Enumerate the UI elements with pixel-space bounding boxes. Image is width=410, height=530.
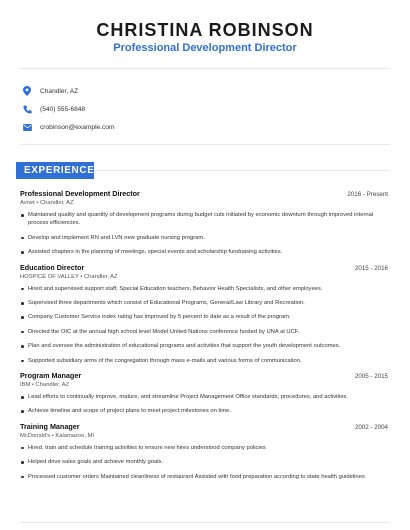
job-title: Education Director (20, 262, 85, 272)
contact-location (22, 82, 78, 100)
job-company: Avnet • Chandler, AZ (20, 200, 74, 206)
job-bullet: Maintained quality and quantity of development programs during budget cuts initiated by economic downturn through improved internal process efficiencies. (20, 211, 388, 228)
experience-list (20, 189, 388, 487)
job-company: IBM • Chandler, AZ (20, 382, 70, 389)
job-bullet: Lead efforts to continually improve, mature, and streamline Project Management Office standards, procedures, and activities. (20, 393, 388, 401)
experience-heading-line (94, 170, 390, 171)
email-text: crobinson@example.com (40, 123, 115, 131)
job-company: McDonald's • Kalamazoo, MI (20, 432, 95, 439)
job-entry (20, 263, 388, 365)
job-entry (20, 422, 388, 481)
job-bullet: Supervised three departments which consist of Educational Programs, General/Law Library and Recreation. (20, 299, 388, 307)
job-bullets (20, 444, 388, 481)
job-bullet: Plan and oversee the administration of educational programs and activities that support the youth development outcomes. (20, 342, 388, 350)
candidate-name: CHRISTINA ROBINSON (96, 20, 314, 40)
job-dates: 2002 - 2004 (354, 423, 388, 431)
mail-icon (22, 122, 32, 132)
contacts-divider (20, 144, 390, 145)
job-bullet: Processed customer orders Maintained cleanliness of restaurant Assisted with food preparation according to state health guidelines (20, 473, 388, 481)
header-divider (20, 68, 390, 69)
job-bullet: Hired, train and schedule training activities to ensure new hires understood company policies (20, 444, 388, 452)
job-bullet: Hired and supervised support staff, Special Education teachers, Behavior Health Specialists, and other employees. (20, 285, 388, 293)
job-entry (20, 371, 388, 416)
experience-heading: EXPERIENCE (16, 162, 94, 179)
job-bullets (20, 211, 388, 257)
job-dates: 2015 - 2016 (354, 264, 388, 272)
job-bullet: Develop and implement RN and LVN new graduate nursing program. (20, 234, 388, 242)
job-entry (20, 189, 388, 257)
job-title: Program Manager (20, 371, 82, 381)
contact-email (22, 118, 115, 136)
job-bullets (20, 393, 388, 416)
job-dates: 2005 - 2015 (354, 373, 388, 381)
location-text: Chandler, AZ (40, 87, 79, 95)
footer-divider (20, 522, 390, 523)
job-bullet: Achieve timeline and scope of project plans to meet project milestones on time. (20, 407, 388, 415)
job-title: Professional Development Director (20, 189, 140, 198)
job-dates: 2016 - Present (347, 191, 388, 198)
resume-header (0, 0, 410, 54)
job-company: HOSPICE OF VALLEY • Chandler, AZ (20, 273, 118, 280)
job-bullet: Company Customer Service index rating has improved by 5 percent to date as a result of the program. (20, 313, 388, 321)
contact-phone (22, 100, 85, 118)
candidate-role: Professional Development Director (113, 42, 297, 54)
phone-icon (22, 104, 32, 114)
job-bullet: Helped drive sales goals and achieve monthly goals. (20, 458, 388, 466)
job-bullet: Assisted chapters in the planning of meetings, special events and scholarship fundraising activities. (20, 248, 388, 256)
phone-text: (540) 555-6848 (40, 105, 86, 113)
map-pin-icon (22, 86, 32, 96)
job-bullets (20, 285, 388, 365)
job-bullet: Supported subsidiary arms of the congregation through mass e-mails and various forms of communication. (20, 357, 388, 365)
job-bullet: Directed the OIC at the annual high school level Model United Nations conference hosted by UNA at UCF. (20, 328, 388, 336)
job-title: Training Manager (20, 421, 80, 431)
